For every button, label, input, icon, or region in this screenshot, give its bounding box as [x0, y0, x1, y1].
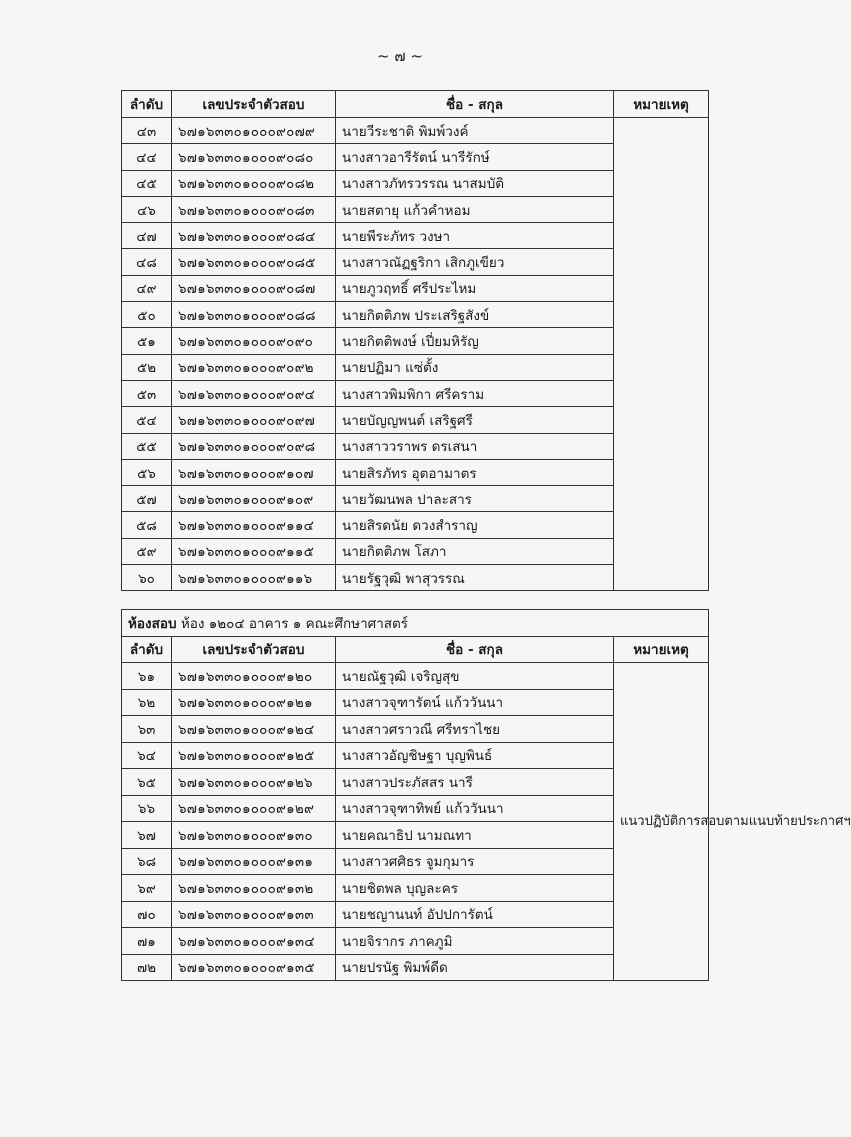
row-number: ๔๗: [122, 223, 172, 249]
exam-id: ๖๗๑๖๓๓๐๑๐๐๐๙๑๑๔: [172, 512, 336, 538]
exam-id: ๖๗๑๖๓๓๐๑๐๐๐๙๐๘๐: [172, 144, 336, 170]
row-number: ๖๗: [122, 822, 172, 849]
candidate-name: นายกิตติภพ ประเสริฐสังข์: [336, 302, 614, 328]
exam-id: ๖๗๑๖๓๓๐๑๐๐๐๙๑๒๙: [172, 795, 336, 822]
candidate-name: นายปฏิมา แซ่ตั้ง: [336, 354, 614, 380]
row-number: ๕๔: [122, 407, 172, 433]
exam-id: ๖๗๑๖๓๓๐๑๐๐๐๙๑๐๙: [172, 486, 336, 512]
row-number: ๗๒: [122, 954, 172, 981]
candidate-name: นางสาววราพร ดรเสนา: [336, 433, 614, 459]
exam-id: ๖๗๑๖๓๓๐๑๐๐๐๙๐๘๔: [172, 223, 336, 249]
candidate-name: นายปรนัฐ พิมพ์ดีด: [336, 954, 614, 981]
table-row: [122, 118, 709, 144]
exam-id: ๖๗๑๖๓๓๐๑๐๐๐๙๑๓๐: [172, 822, 336, 849]
candidate-name: นายชิตพล บุญละคร: [336, 875, 614, 902]
candidate-name: นางสาวพิมพิกา ศรีคราม: [336, 380, 614, 406]
row-number: ๔๖: [122, 196, 172, 222]
exam-id: ๖๗๑๖๓๓๐๑๐๐๐๙๑๓๑: [172, 848, 336, 875]
header-no: ลำดับ: [122, 636, 172, 663]
row-number: ๕๗: [122, 486, 172, 512]
candidate-name: นายกิตติพงษ์ เปี่ยมหิรัญ: [336, 328, 614, 354]
row-number: ๕๓: [122, 380, 172, 406]
exam-id: ๖๗๑๖๓๓๐๑๐๐๐๙๐๙๔: [172, 380, 336, 406]
exam-id: ๖๗๑๖๓๓๐๑๐๐๐๙๑๓๒: [172, 875, 336, 902]
candidate-name: นายรัฐวุฒิ พาสุวรรณ: [336, 565, 614, 591]
room-info: [122, 610, 709, 637]
row-number: ๗๑: [122, 928, 172, 955]
candidate-name: นายภูวฤทธิ์ ศรีประไหม: [336, 275, 614, 301]
exam-id: ๖๗๑๖๓๓๐๑๐๐๐๙๑๒๐: [172, 663, 336, 690]
row-number: ๖๔: [122, 742, 172, 769]
header-exam-id: เลขประจำตัวสอบ: [172, 91, 336, 118]
candidate-table-1: [121, 90, 709, 591]
row-number: ๔๙: [122, 275, 172, 301]
row-number: ๔๕: [122, 170, 172, 196]
row-number: ๕๖: [122, 459, 172, 485]
row-number: ๕๑: [122, 328, 172, 354]
candidate-name: นางสาวประภัสสร นารี: [336, 769, 614, 796]
table-row: [122, 663, 709, 690]
table-1-body: [122, 118, 709, 591]
header-no: ลำดับ: [122, 91, 172, 118]
candidate-name: นางสาวจุฑารัตน์ แก้ววันนา: [336, 689, 614, 716]
candidate-name: นางสาวศราวณี ศรีทราไชย: [336, 716, 614, 743]
row-number: ๕๘: [122, 512, 172, 538]
candidate-name: นายกิตติภพ โสภา: [336, 538, 614, 564]
exam-id: ๖๗๑๖๓๓๐๑๐๐๐๙๑๓๔: [172, 928, 336, 955]
candidate-table-2: [121, 609, 851, 981]
remark-cell: [614, 118, 709, 591]
row-number: ๕๒: [122, 354, 172, 380]
header-row: [122, 91, 709, 118]
row-number: ๖๐: [122, 565, 172, 591]
exam-id: ๖๗๑๖๓๓๐๑๐๐๐๙๑๓๕: [172, 954, 336, 981]
candidate-name: นางสาวศศิธร จูมกุมาร: [336, 848, 614, 875]
exam-id: ๖๗๑๖๓๓๐๑๐๐๐๙๑๒๕: [172, 742, 336, 769]
exam-id: ๖๗๑๖๓๓๐๑๐๐๐๙๐๘๒: [172, 170, 336, 196]
row-number: ๔๘: [122, 249, 172, 275]
exam-id: ๖๗๑๖๓๓๐๑๐๐๐๙๑๒๔: [172, 716, 336, 743]
candidate-name: นายสตายุ แก้วคำหอม: [336, 196, 614, 222]
remark-cell: แนวปฏิบัติการสอบตามแนบท้ายประกาศฯ: [614, 663, 709, 981]
candidate-name: นายพีระภัทร วงษา: [336, 223, 614, 249]
candidate-name: นายวีระชาติ พิมพ์วงค์: [336, 118, 614, 144]
exam-id: ๖๗๑๖๓๓๐๑๐๐๐๙๑๒๑: [172, 689, 336, 716]
row-number: ๖๖: [122, 795, 172, 822]
row-number: ๕๕: [122, 433, 172, 459]
candidate-name: นางสาวจุฑาทิพย์ แก้ววันนา: [336, 795, 614, 822]
exam-id: ๖๗๑๖๓๓๐๑๐๐๐๙๑๑๕: [172, 538, 336, 564]
candidate-name: นายชญานนท์ อัปปการัตน์: [336, 901, 614, 928]
page-number: ~ ๗ ~: [377, 47, 423, 65]
row-number: ๖๘: [122, 848, 172, 875]
row-number: ๕๙: [122, 538, 172, 564]
candidate-name: นางสาวณัฏฐริกา เสิกภูเขียว: [336, 249, 614, 275]
candidate-name: นายณัฐวุฒิ เจริญสุข: [336, 663, 614, 690]
candidate-name: นายสิรภัทร อุตอามาตร: [336, 459, 614, 485]
row-number: ๔๓: [122, 118, 172, 144]
candidate-name: นายจิรากร ภาคภูมิ: [336, 928, 614, 955]
candidate-name: นายคณาธิป นามณทา: [336, 822, 614, 849]
row-number: ๖๑: [122, 663, 172, 690]
row-number: ๔๔: [122, 144, 172, 170]
row-number: ๗๐: [122, 901, 172, 928]
header-name: ชื่อ - สกุล: [336, 91, 614, 118]
exam-id: ๖๗๑๖๓๓๐๑๐๐๐๙๐๙๘: [172, 433, 336, 459]
row-number: ๖๙: [122, 875, 172, 902]
exam-id: ๖๗๑๖๓๓๐๑๐๐๐๙๑๑๖: [172, 565, 336, 591]
candidate-name: นางสาวอัญชิษฐา บุญพินธ์: [336, 742, 614, 769]
room-value: ห้อง ๑๒๐๔ อาคาร ๑ คณะศึกษาศาสตร์: [180, 615, 409, 632]
exam-id: ๖๗๑๖๓๓๐๑๐๐๐๙๑๓๓: [172, 901, 336, 928]
exam-id: ๖๗๑๖๓๓๐๑๐๐๐๙๐๘๘: [172, 302, 336, 328]
row-number: ๖๕: [122, 769, 172, 796]
row-number: ๖๓: [122, 716, 172, 743]
exam-id: ๖๗๑๖๓๓๐๑๐๐๐๙๐๘๗: [172, 275, 336, 301]
header-row: [122, 636, 709, 663]
exam-id: ๖๗๑๖๓๓๐๑๐๐๐๙๐๙๐: [172, 328, 336, 354]
exam-id: ๖๗๑๖๓๓๐๑๐๐๐๙๐๙๒: [172, 354, 336, 380]
candidate-name: นางสาวภัทรวรรณ นาสมบัติ: [336, 170, 614, 196]
header-remark: หมายเหตุ: [614, 91, 709, 118]
room-row: [122, 610, 709, 637]
candidate-name: นายสิรดนัย ดวงสำราญ: [336, 512, 614, 538]
exam-id: ๖๗๑๖๓๓๐๑๐๐๐๙๑๐๗: [172, 459, 336, 485]
candidate-name: นายวัฒนพล ปาละสาร: [336, 486, 614, 512]
room-label: ห้องสอบ: [128, 615, 177, 632]
exam-id: ๖๗๑๖๓๓๐๑๐๐๐๙๐๘๓: [172, 196, 336, 222]
header-exam-id: เลขประจำตัวสอบ: [172, 636, 336, 663]
row-number: ๖๒: [122, 689, 172, 716]
header-name: ชื่อ - สกุล: [336, 636, 614, 663]
table-2-body: [122, 663, 851, 981]
exam-id: ๖๗๑๖๓๓๐๑๐๐๐๙๐๗๙: [172, 118, 336, 144]
candidate-name: นางสาวอารีรัตน์ นารีรักษ์: [336, 144, 614, 170]
row-number: ๕๐: [122, 302, 172, 328]
exam-id: ๖๗๑๖๓๓๐๑๐๐๐๙๐๙๗: [172, 407, 336, 433]
exam-id: ๖๗๑๖๓๓๐๑๐๐๐๙๐๘๕: [172, 249, 336, 275]
exam-id: ๖๗๑๖๓๓๐๑๐๐๐๙๑๒๖: [172, 769, 336, 796]
candidate-name: นายบัญญพนต์ เสริฐศรี: [336, 407, 614, 433]
header-remark: หมายเหตุ: [614, 636, 709, 663]
